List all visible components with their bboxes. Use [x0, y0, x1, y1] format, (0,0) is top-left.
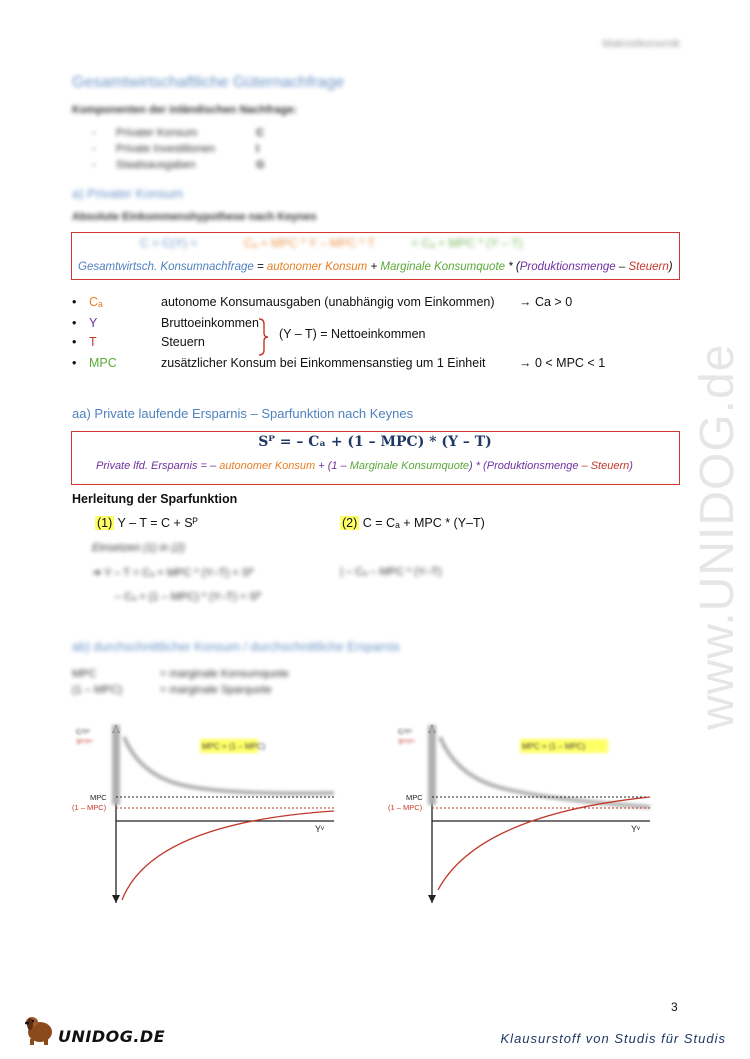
component-item: - Staatsausgaben G	[92, 159, 265, 171]
dog-logo-icon	[22, 1012, 58, 1046]
chart-2-x-label: Yᵛ	[631, 824, 640, 834]
equation-2: (2) C = Cₐ + MPC * (Y–T)	[342, 516, 485, 530]
page-number: 3	[671, 1000, 678, 1014]
chart-2-box-label: MPC + (1 – MPC)	[522, 742, 586, 751]
chart-1-y-label-2: Sᴾ/Yᵛ	[76, 739, 93, 746]
consumption-formula: C = C(Y) = Cₐ + MPC * Y – MPC * T = Cₐ + MPC * (Y – T)	[140, 236, 523, 250]
chart-1-gray-bar	[112, 725, 120, 805]
chart-2-gray-bar	[428, 725, 436, 805]
chart-1-savings-curve	[122, 811, 334, 900]
chart-2-y-label-1: C/Yᵛ	[398, 729, 412, 736]
section-title: Gesamtwirtschaftliche Güternachfrage	[72, 74, 345, 91]
chart-2-mpc-label: MPC	[406, 793, 423, 802]
insert-step-label: Einsetzen (1) in (2)	[92, 542, 185, 554]
logo-text: UNIDOG.DE	[58, 1027, 166, 1046]
private-consumption-heading: a) Privater Konsum	[72, 186, 184, 201]
hypothesis-heading: Absolute Einkommenshypothese nach Keynes	[72, 211, 317, 223]
quota-definitions	[72, 666, 289, 698]
derivation-step-2: – Cₐ + (1 – MPC) * (Y–T) = Sᴾ	[115, 591, 262, 603]
derivation-step-1-operation: | – Cₐ – MPC * (Y–T)	[340, 566, 442, 578]
watermark: www.UNIDOG.de	[691, 343, 744, 730]
netto-label: (Y – T) = Nettoeinkommen	[279, 327, 426, 341]
quota-row: (1 – MPC) = marginale Sparquote	[72, 684, 272, 696]
brace-icon	[257, 318, 269, 356]
chart-1-box-label: MPC + (1 – MPC)	[202, 742, 266, 751]
savings-heading: aa) Private laufende Ersparnis – Sparfunktion nach Keynes	[72, 406, 414, 421]
chart-1-y-label-1: C/Yᵛ	[76, 729, 90, 736]
components-list	[92, 125, 276, 173]
course-header: Makroökonomik	[602, 38, 680, 50]
savings-formula: Sᴾ = – Cₐ + (1 – MPC) * (Y – T)	[258, 434, 492, 450]
components-heading: Komponenten der inländischen Nachfrage:	[72, 104, 297, 116]
savings-formula-description: Private lfd. Ersparnis = – autonomer Konsum + (1 – Marginale Konsumquote) * (Produktionsmenge – Steuern)	[96, 460, 633, 472]
average-ratios-chart-2	[378, 715, 658, 905]
chart-2-mps-label: (1 – MPC)	[388, 803, 423, 812]
equation-1: (1) Y – T = C + Sᴾ	[97, 516, 198, 530]
chart-2-savings-curve	[438, 797, 650, 890]
component-item: - Private Investitionen I	[92, 143, 260, 155]
chart-1-x-label: Yᵛ	[315, 824, 324, 834]
derivation-step-1: ➜ Y – T = Cₐ + MPC * (Y–T) + Sᴾ	[92, 567, 254, 579]
derivation-heading: Herleitung der Sparfunktion	[72, 492, 238, 506]
chart-2-y-label-2: Sᴾ/Yᵛ	[398, 739, 415, 746]
consumption-formula-description: Gesamtwirtsch. Konsumnachfrage = autonomer Konsum + Marginale Konsumquote * (Produktionsmenge – Steuern)	[78, 261, 673, 273]
chart-1-mpc-label: MPC	[90, 793, 107, 802]
quota-row: MPC = marginale Konsumquote	[72, 668, 289, 680]
averages-heading: ab) durchschnittlicher Konsum / durchschnittliche Ersparnis	[72, 640, 400, 654]
component-item: - Privater Konsum C	[92, 127, 264, 139]
average-ratios-chart-1	[62, 715, 342, 905]
footer-tagline: Klausurstoff von Studis für Studis	[500, 1031, 726, 1046]
chart-1-mps-label: (1 – MPC)	[72, 803, 107, 812]
